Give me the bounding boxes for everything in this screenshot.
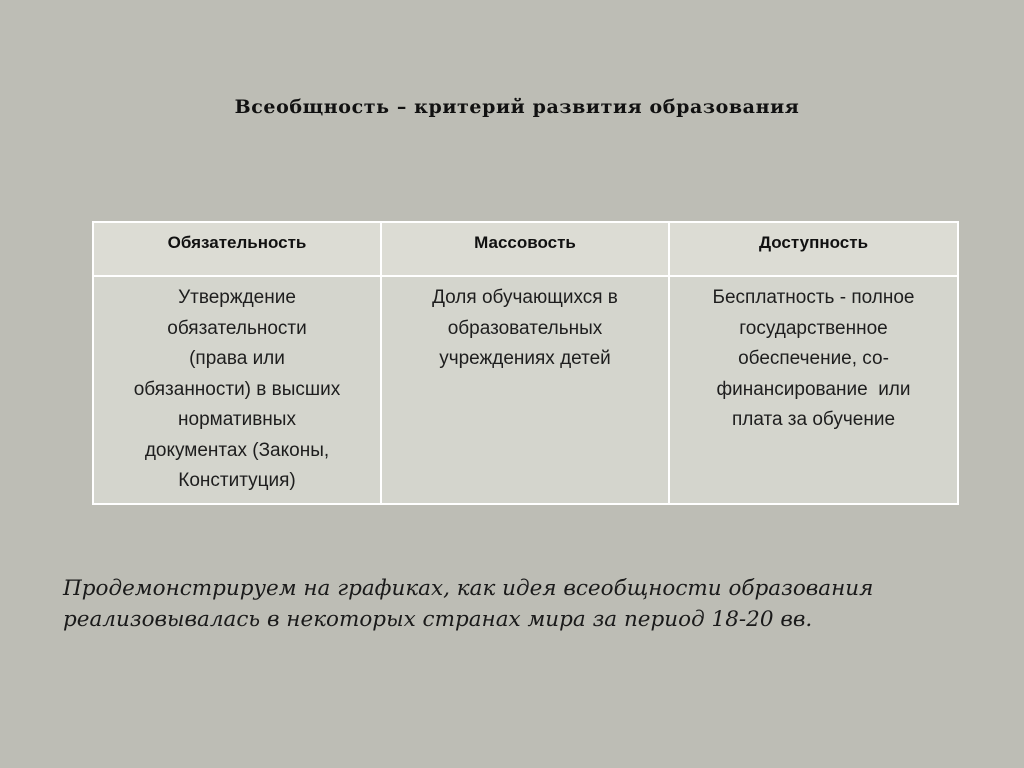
cell-line: Бесплатность - полное (712, 287, 915, 308)
cell-line: обеспечение, со- (738, 348, 889, 369)
cell-line: учреждениях детей (439, 348, 611, 369)
cell-accessibility (669, 276, 958, 504)
caption-line: Продемонстрируем на графиках, как идея всеобщности образования (63, 576, 874, 601)
header-obligatory: Обязательность (93, 222, 381, 276)
header-mass: Массовость (381, 222, 669, 276)
cell-obligatory (93, 276, 381, 504)
cell-line: нормативных (178, 409, 296, 430)
table-header-row (93, 222, 958, 276)
caption-line: реализовывалась в некоторых странах мира за период 18-20 вв. (63, 607, 813, 632)
criteria-table (92, 221, 959, 505)
cell-line: финансирование или (716, 378, 911, 400)
table-row (93, 276, 958, 504)
caption (63, 573, 993, 635)
cell-line: (права или (189, 348, 285, 369)
cell-line: государственное (739, 317, 888, 339)
cell-line: обязанности) в высших (133, 378, 341, 400)
cell-line: документах (Законы, (144, 439, 330, 461)
cell-line: Доля обучающихся в (432, 287, 618, 308)
cell-line: образовательных (447, 317, 603, 339)
cell-line: плата за обучение (731, 409, 896, 430)
cell-mass (381, 276, 669, 504)
cell-line: Утверждение (178, 287, 296, 308)
cell-line: Конституция) (178, 470, 296, 491)
cell-line: обязательности (167, 317, 307, 339)
header-accessibility: Доступность (669, 222, 958, 276)
slide-title: Всеобщность – критерий развития образования (234, 96, 800, 118)
